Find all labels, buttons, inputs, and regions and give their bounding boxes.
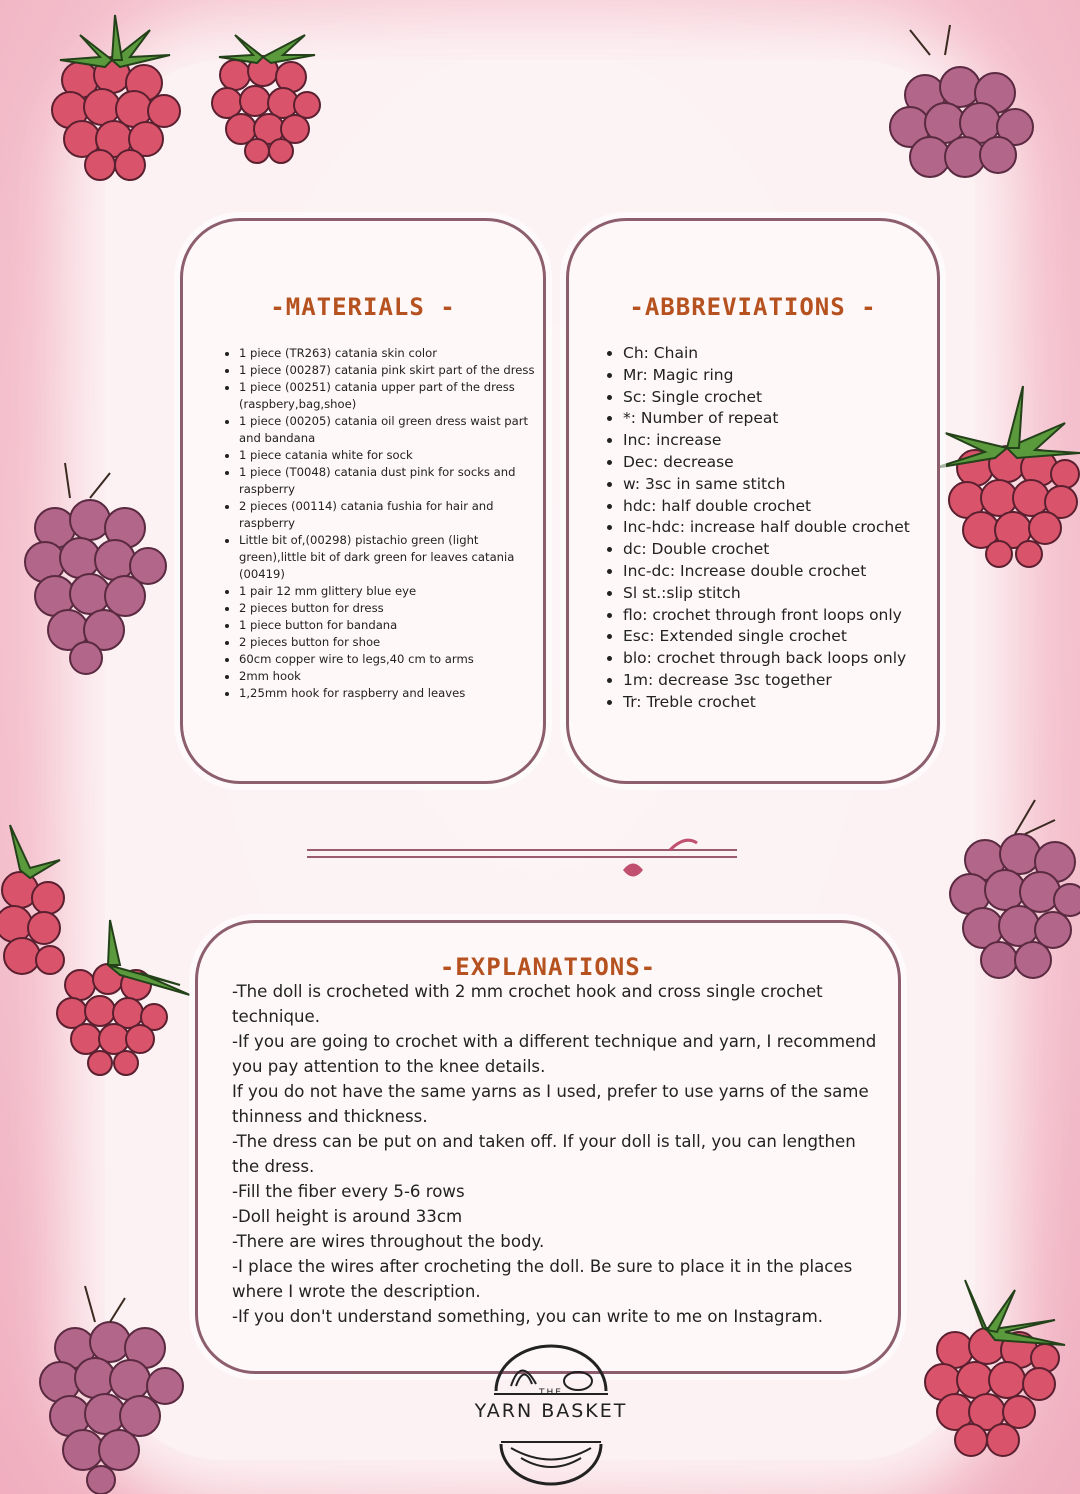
list-item: • 2 pieces (00114) catania fushia for hair and raspberry — [239, 498, 539, 532]
list-item: • 2mm hook — [239, 668, 539, 685]
logo-the-text: THE — [539, 1388, 563, 1398]
list-item: • Inc-dc: Increase double crochet — [623, 561, 963, 583]
list-item: • hdc: half double crochet — [623, 496, 963, 518]
explanations-panel — [195, 920, 901, 1374]
explanation-line: If you do not have the same yarns as I used, prefer to use yarns of the same thinness and thickness. — [232, 1082, 869, 1126]
list-item: • flo: crochet through front loops only — [623, 605, 963, 627]
raspberry-icon — [935, 790, 1080, 990]
list-item: • Esc: Extended single crochet — [623, 626, 963, 648]
raspberry-icon — [25, 1278, 195, 1494]
list-item: • Tr: Treble crochet — [623, 692, 963, 714]
raspberry-icon — [10, 458, 170, 678]
abbreviations-title: -ABBREVIATIONS - — [629, 293, 877, 321]
explanation-line: -Doll height is around 33cm — [232, 1207, 463, 1226]
list-item: • Sl st.:slip stitch — [623, 583, 963, 605]
list-item: • 2 pieces button for dress — [239, 600, 539, 617]
list-item: • blo: crochet through back loops only — [623, 648, 963, 670]
raspberry-icon — [870, 15, 1050, 190]
list-item: • 1 piece (00251) catania upper part of the dress (raspbery,bag,shoe) — [239, 379, 539, 413]
decorative-divider — [305, 835, 745, 885]
list-item: • dc: Double crochet — [623, 539, 963, 561]
list-item: • 1 piece (T0048) catania dust pink for socks and raspberry — [239, 464, 539, 498]
list-item: • Little bit of,(00298) pistachio green (light green),little bit of dark green for leaves catania (00419) — [239, 532, 539, 583]
explanations-title: -EXPLANATIONS- — [439, 953, 657, 981]
list-item: • *: Number of repeat — [623, 408, 963, 430]
logo-name-text: YARN BASKET — [474, 1400, 628, 1422]
list-item: • w: 3sc in same stitch — [623, 474, 963, 496]
list-item: • 1 piece (00287) catania pink skirt part of the dress — [239, 362, 539, 379]
list-item: • 1 piece (TR263) catania skin color — [239, 345, 539, 362]
list-item: • Sc: Single crochet — [623, 387, 963, 409]
list-item: • Dec: decrease — [623, 452, 963, 474]
list-item: • 1,25mm hook for raspberry and leaves — [239, 685, 539, 702]
abbreviations-panel — [566, 218, 940, 784]
list-item: • Ch: Chain — [623, 343, 963, 365]
materials-title: -MATERIALS - — [270, 293, 456, 321]
list-item: • Inc: increase — [623, 430, 963, 452]
explanation-line: -There are wires throughout the body. — [232, 1232, 545, 1251]
raspberry-icon — [905, 1270, 1080, 1494]
list-item: • 1 piece (00205) catania oil green dress waist part and bandana — [239, 413, 539, 447]
explanation-line: -The doll is crocheted with 2 mm crochet hook and cross single crochet technique. — [232, 982, 823, 1026]
list-item: • 1 piece catania white for sock — [239, 447, 539, 464]
raspberry-icon — [40, 915, 190, 1085]
list-item: • Inc-hdc: increase half double crochet — [623, 517, 963, 539]
list-item: • 60cm copper wire to legs,40 cm to arms — [239, 651, 539, 668]
materials-panel — [180, 218, 546, 784]
list-item: • 1m: decrease 3sc together — [623, 670, 963, 692]
list-item: • 2 pieces button for shoe — [239, 634, 539, 651]
list-item: • 1 pair 12 mm glittery blue eye — [239, 583, 539, 600]
raspberry-icon — [195, 15, 335, 165]
explanations-text — [232, 979, 882, 1329]
yarn-basket-logo — [466, 1336, 636, 1486]
raspberry-icon — [20, 5, 200, 185]
list-item: • Mr: Magic ring — [623, 365, 963, 387]
abbreviations-list — [605, 343, 963, 714]
list-item: • 1 piece button for bandana — [239, 617, 539, 634]
explanation-line: -If you don't understand something, you can write to me on Instagram. — [232, 1307, 824, 1326]
explanation-line: -If you are going to crochet with a different technique and yarn, I recommend you pay attention to the knee details. — [232, 1032, 877, 1076]
explanation-line: -Fill the fiber every 5-6 rows — [232, 1182, 465, 1201]
explanation-line: -The dress can be put on and taken off. If your doll is tall, you can lengthen the dress. — [232, 1132, 856, 1176]
materials-list — [221, 345, 539, 702]
explanation-line: -I place the wires after crocheting the doll. Be sure to place it in the places where I wrote the description. — [232, 1257, 853, 1301]
